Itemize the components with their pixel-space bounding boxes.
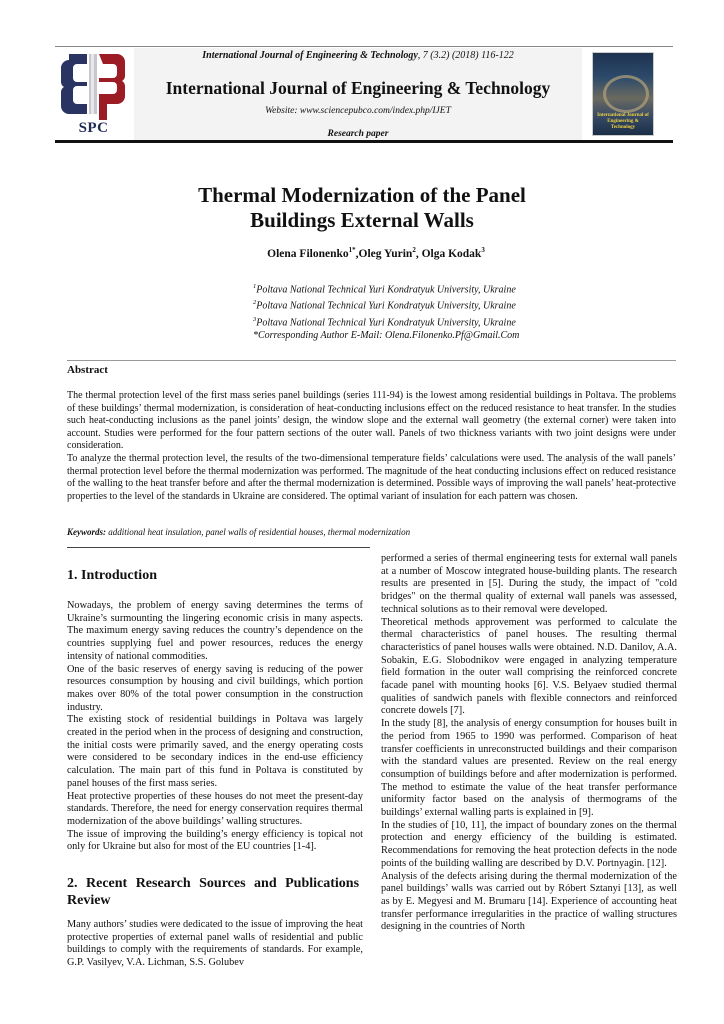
paper-title [0,183,724,233]
author-sup: 2 [412,246,416,254]
body-paragraph: In the study [8], the analysis of energy consumption for houses built in the period from 1965 to 1990 was performed. Comparison of heat transfer coefficients in unreconstructed buildings and their comparison with the standard values are presented. Review on the real energy consumption of buildings before and after modernization is performed. The method to estimate the value of the heat transfer performance uniformity factor based on the analysis of thermograms of the buildings’ external walling parts is explained in [9]. [381,718,677,819]
paper-type: Research paper [327,129,389,139]
affiliation-item [253,280,653,296]
body-paragraph: The existing stock of residential buildings in Poltava was largely created in the period when in the process of designing and construction, the initial costs were primarily saved, and the energy operating costs were considered to be secondary indices in the end-use efficiency calculation. The main part of this fund in Poltava is constituted by panel houses of the first mass series. [67,714,363,789]
cover-ring-graphic [603,75,649,113]
author-sep: , [415,247,422,260]
logo-text: SPC [78,120,109,136]
author-name: Olena Filonenko [267,247,349,260]
keywords-text: additional heat insulation, panel walls of residential houses, thermal modernization [106,527,411,537]
author-list [0,246,724,260]
body-paragraph: Analysis of the defects arising during the thermal modernization of the panel buildings’ walls was carried out by Róbert Sztanyi [13], as well as by E. Megyesi and M. Brumaru [14]. Experience of accounting heat transfer performance irregularities in the practice of walling structures designing in the countries of North [381,870,677,933]
introduction-body [67,600,363,854]
author-name: Olga Kodak [421,247,482,260]
body-paragraph: Theoretical methods approvement was performed to calculate the thermal characteristics of panel houses. The resulting thermal characteristics of panel houses walls were obtained. N.D. Danilov, A.A. Sobakin, E.G. Slobodnikov were engaged in analyzing temperature field formation in the outer wall comprising the reinforced concrete facade panel with mounting hooks [6]. V.S. Belyaev studied thermal qualities of sandwich panels with flexible connectors and reinforced concrete dowels [7]. [381,616,677,717]
review-body [67,919,363,970]
affiliation-sup: 3 [253,315,257,323]
corresponding-author [253,329,653,342]
spc-logo-icon [55,48,132,120]
affiliation-text: Poltava National Technical Yuri Kondratyuk University, Ukraine [256,300,516,312]
publisher-logo [55,48,132,140]
right-column-body [381,553,677,934]
header-info-box [134,48,582,140]
author-name: Oleg Yurin [358,247,413,260]
body-paragraph: In the studies of [10, 11], the impact of boundary zones on the thermal protection and energy efficiency of the building is estimated. Recommendations for removing the heat protection defects in the node points of the building walling are described by D.V. Portnyagin. [12]. [381,819,677,869]
affiliations [253,280,653,342]
journal-name: International Journal of Engineering & Technology [165,78,551,98]
section-heading-review: 2. Recent Research Sources and Publications Review [67,876,360,908]
body-paragraph: Many authors’ studies were dedicated to the issue of improving the heat protective properties of external panel walls of residential and public buildings to comply with the requirements of standards. For example, G.P. Vasilyev, V.A. Lichman, S.S. Golubev [67,919,363,969]
body-paragraph: performed a series of thermal engineering tests for external wall panels at a number of Moscow integrated house-building plants. The research results are presented in [5]. During the study, the impact of "cold bridges" on the thermal quality of external wall panels was assessed, technical solutions as to their removal were developed. [381,553,677,615]
citation-details: , 7 (3.2) (2018) 116-122 [417,50,514,61]
affiliation-text: Poltava National Technical Yuri Kondratyuk University, Ukraine [256,316,516,328]
author-sep: , [355,247,359,260]
cover-label: International Journal of Engineering & Technology [597,113,649,130]
affiliation-sup: 2 [253,299,257,307]
abstract-paragraph: The thermal protection level of the first mass series panel buildings (series 111-94) is the lowest among residential buildings in Poltava. The problems of these buildings’ thermal modernization, is consideration of heat-conducting inclusions effect on the reduced resistance to heat transfer. In the studies such heat-conducting inclusions as the panel joints’ design, the window slope and the external wall geometry (the external corner) were taken into account. Studies were performed for the four pattern sections of the outer wall. Panels of two thickness variants with two joint designs were under consideration. [67,390,676,452]
journal-website-link[interactable]: Website: www.sciencepubco.com/index.php/IJET [265,106,451,116]
title-line-1: Thermal Modernization of the Panel [198,183,526,207]
corresponding-email[interactable]: *Corresponding Author E-Mail: Olena.Filonenko.Pf@Gmail.Com [253,329,520,341]
affiliation-item [253,313,653,329]
keywords [67,527,410,537]
keywords-rule [67,547,370,548]
body-paragraph: Heat protective properties of these houses do not meet the present-day standards. Therefore, the need for energy conservation requires thermal modernization of the above buildings’ walling structures. [67,790,363,827]
abstract-body [67,390,676,503]
abstract-top-rule [67,360,676,361]
author-sup: 1* [348,246,356,254]
keywords-label: Keywords: [67,527,106,537]
header-bottom-rule [55,140,673,143]
citation-journal: International Journal of Engineering & Technology [202,50,418,61]
section-heading-introduction: 1. Introduction [67,568,157,583]
journal-cover-image [592,52,654,136]
title-line-2: Buildings External Walls [250,208,474,232]
affiliation-text: Poltava National Technical Yuri Kondratyuk University, Ukraine [256,284,516,296]
body-paragraph: Nowadays, the problem of energy saving determines the terms of Ukraine’s surmounting the lingering economic crisis in many aspects. The maximum energy saving reduces the country’s dependence on the countries supplying fuel and power resources, reduces the energy intensity of national commodities. [67,600,363,662]
author-sup: 3 [481,246,485,254]
abstract-heading: Abstract [67,364,108,376]
journal-header [55,46,673,142]
citation-line [134,50,582,61]
affiliation-item [253,296,653,312]
affiliation-sup: 1 [253,283,257,290]
abstract-paragraph: To analyze the thermal protection level, the results of the two-dimensional temperature fields’ calculations were used. The analysis of the wall panels’ thermal protection level before the thermal modernization was performed. The magnitude of the heat conducting inclusions effect on reduced resistance of the walling to the heat transfer before and after the thermal modernization is determined. Possible ways of improving the wall panels’ heat-protective properties to the level of the standards in Ukraine are considered. The optimal variant of insulation for each pattern was chosen. [67,452,676,502]
header-top-rule [55,46,673,47]
body-paragraph: One of the basic reserves of energy saving is reducing of the power resources consumption by housing and civil buildings, which portion makes over 80% of the total power consumption in the construction industry. [67,663,363,713]
body-paragraph: The issue of improving the building’s energy efficiency is topical not only for Ukraine but also for most of the EU countries [1-4]. [67,828,363,853]
